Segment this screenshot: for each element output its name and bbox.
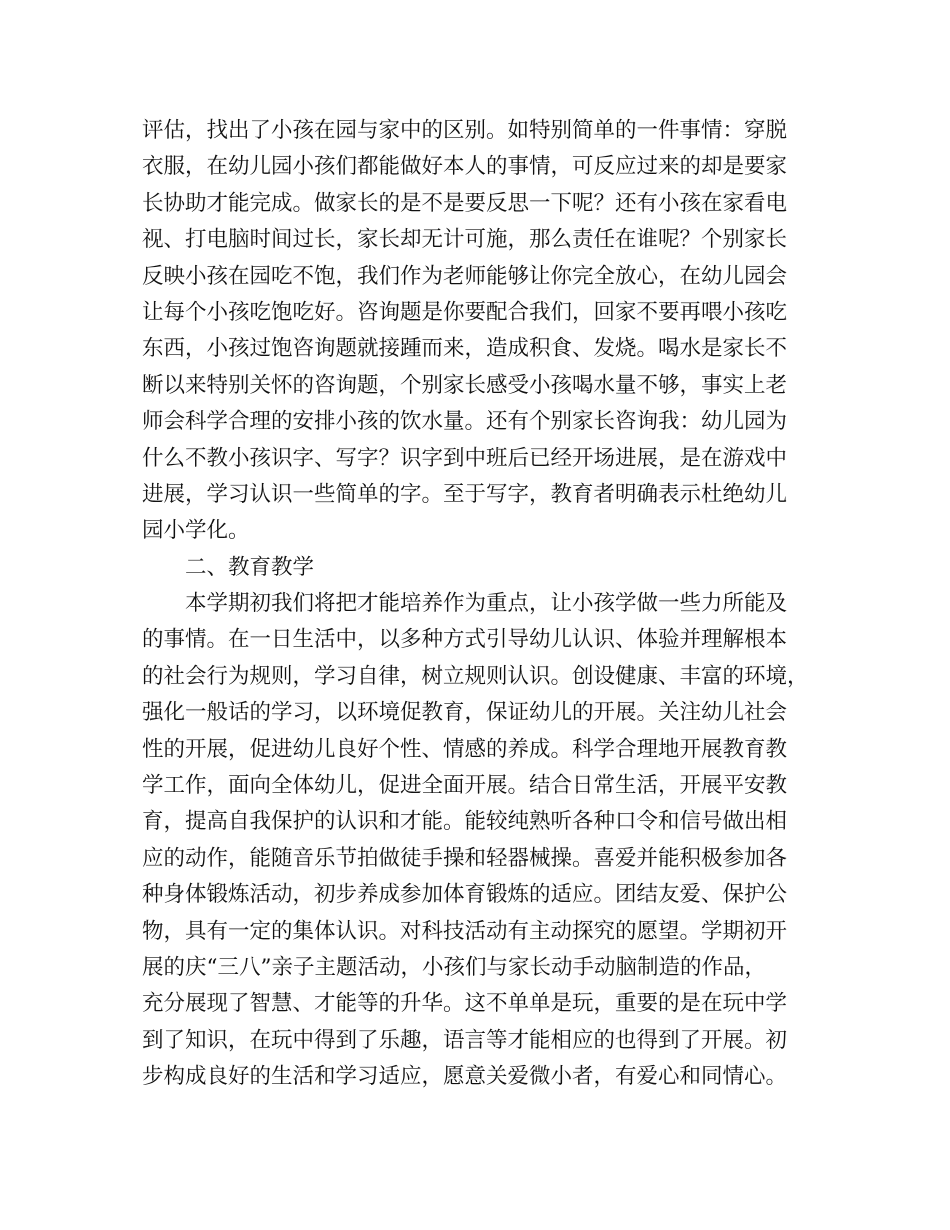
paragraph-start-line: 二、教育教学 (185, 554, 315, 580)
text-line: 性的开展，促进幼儿良好个性、情感的养成。科学合理地开展教育教 (142, 736, 788, 762)
text-line: 步构成良好的生活和学习适应，愿意关爱微小者，有爱心和同情心。 (142, 1064, 788, 1090)
text-line: 进展，学习认识一些简单的字。至于写字，教育者明确表示杜绝幼儿 (142, 481, 788, 507)
document-body (142, 113, 812, 1096)
text-line: 视、打电脑时间过长，家长却无计可施，那么责任在谁呢？个别家长 (142, 227, 788, 253)
text-line: 的社会行为规则，学习自律，树立规则认识。创设健康、丰富的环境， (142, 663, 809, 689)
text-line: 师会科学合理的安排小孩的饮水量。还有个别家长咨询我：幼儿园为 (142, 409, 788, 435)
text-line: 衣服，在幼儿园小孩们都能做好本人的事情，可反应过来的却是要家 (142, 154, 788, 180)
text-line: 让每个小孩吃饱吃好。咨询题是你要配合我们，回家不要再喂小孩吃 (142, 299, 788, 325)
text-line: 展的庆“三八”亲子主题活动，小孩们与家长动手动脑制造的作品， (142, 954, 766, 980)
text-line: 东西，小孩过饱咨询题就接踵而来，造成积食、发烧。喝水是家长不 (142, 336, 788, 362)
text-line: 评估，找出了小孩在园与家中的区别。如特别简单的一件事情：穿脱 (142, 118, 788, 143)
text-line: 反映小孩在园吃不饱，我们作为老师能够让你完全放心，在幼儿园会 (142, 263, 788, 289)
text-line: 应的动作，能随音乐节拍做徒手操和轻器械操。喜爱并能积极参加各 (142, 845, 788, 871)
text-line: 种身体锻炼活动，初步养成参加体育锻炼的适应。团结友爱、保护公 (142, 882, 788, 908)
text-line: 强化一般话的学习，以环境促教育，保证幼儿的开展。关注幼儿社会 (142, 700, 788, 726)
text-line: 充分展现了智慧、才能等的升华。这不单单是玩，重要的是在玩中学 (142, 991, 788, 1017)
text-line: 的事情。在一日生活中，以多种方式引导幼儿认识、体验并理解根本 (142, 627, 788, 653)
text-line: 学工作，面向全体幼儿，促进全面开展。结合日常生活，开展平安教 (142, 773, 788, 799)
text-line: 育，提高自我保护的认识和才能。能较纯熟听各种口令和信号做出相 (142, 809, 788, 835)
paragraph-start-line: 本学期初我们将把才能培养作为重点，让小孩学做一些力所能及 (185, 591, 788, 617)
text-line: 什么不教小孩识字、写字？识字到中班后已经开场进展，是在游戏中 (142, 445, 788, 471)
text-line: 长协助才能完成。做家长的是不是要反思一下呢？还有小孩在家看电 (142, 190, 788, 216)
text-line: 断以来特别关怀的咨询题，个别家长感受小孩喝水量不够，事实上老 (142, 372, 788, 398)
text-line: 园小学化。 (142, 518, 250, 544)
text-line: 物，具有一定的集体认识。对科技活动有主动探究的愿望。学期初开 (142, 918, 788, 944)
text-line: 到了知识，在玩中得到了乐趣，语言等才能相应的也得到了开展。初 (142, 1027, 788, 1053)
